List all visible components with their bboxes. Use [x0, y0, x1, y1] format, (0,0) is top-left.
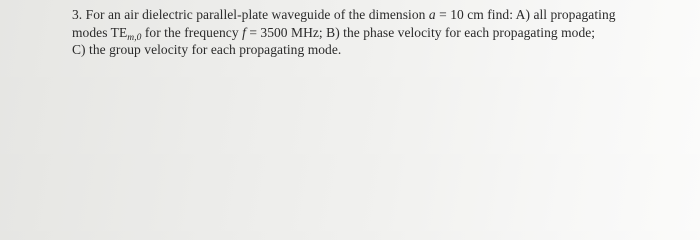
problem-line-1: [72, 6, 694, 24]
problem-text-2c: = 3500 MHz; B) the phase velocity for each propagating mode;: [245, 24, 596, 40]
mode-subscript: m,0: [127, 32, 142, 43]
problem-statement: [72, 6, 694, 59]
problem-line-3: [72, 41, 694, 59]
problem-number: 3.: [72, 7, 83, 22]
variable-a: a: [428, 7, 436, 22]
problem-text-2b: for the frequency: [141, 24, 243, 40]
problem-line-2: [72, 24, 694, 42]
problem-text-3: C) the group velocity for each propagating mode.: [72, 42, 342, 57]
problem-text-1a: For an air dielectric parallel-plate waveguide of the dimension: [85, 7, 429, 22]
variable-f: f: [242, 24, 246, 40]
problem-text-1b: = 10 cm find: A) all propagating: [435, 7, 616, 22]
problem-text-2a: modes TE: [72, 24, 128, 40]
